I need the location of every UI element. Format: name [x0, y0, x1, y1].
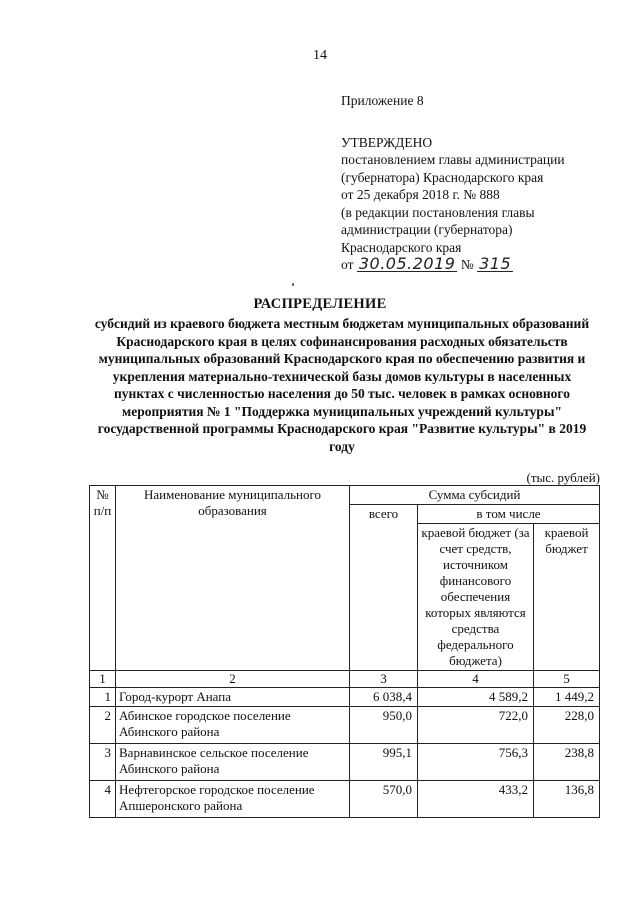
appendix-label: Приложение 8 [341, 93, 424, 108]
approval-line: от 25 декабря 2018 г. № 888 [341, 187, 500, 202]
row-number: 3 [90, 744, 116, 781]
header-regional: краевой бюджет [534, 524, 600, 671]
row-regional: 136,8 [534, 781, 600, 818]
row-regional: 228,0 [534, 707, 600, 744]
row-number: 4 [90, 781, 116, 818]
row-total: 6 038,4 [350, 688, 418, 707]
handwritten-number: 315 [479, 254, 512, 273]
handwritten-date: 30.05.2019 [358, 254, 456, 273]
table-row [90, 688, 600, 707]
from-label: от [341, 257, 354, 272]
subsidy-table [89, 485, 600, 818]
row-number: 2 [90, 707, 116, 744]
row-total: 995,1 [350, 744, 418, 781]
row-total: 570,0 [350, 781, 418, 818]
approval-line: постановлением главы администрации [341, 152, 565, 167]
header-name: Наименование муниципального образования [116, 486, 350, 671]
approval-line: Краснодарского края [341, 239, 462, 255]
column-number: 1 [90, 671, 116, 688]
row-number: 1 [90, 688, 116, 707]
header-total: всего [350, 505, 418, 671]
page-number: 14 [313, 48, 327, 63]
row-federal: 722,0 [418, 707, 534, 744]
row-regional: 1 449,2 [534, 688, 600, 707]
row-total: 950,0 [350, 707, 418, 744]
header-including: в том числе [418, 505, 600, 524]
approval-block [341, 92, 621, 274]
number-label: № [460, 257, 474, 272]
document-title: РАСПРЕДЕЛЕНИЕ [253, 296, 387, 312]
row-federal: 756,3 [418, 744, 534, 781]
ink-mark [292, 283, 294, 286]
table-row [90, 781, 600, 818]
row-name: Нефтегорское городское поселение Апшеронского района [116, 781, 350, 818]
column-number: 3 [350, 671, 418, 688]
row-name: Город-курорт Анапа [116, 688, 350, 707]
row-name: Варнавинское сельское поселение Абинского района [116, 744, 350, 781]
header-sum: Сумма субсидий [350, 486, 600, 505]
column-number: 5 [534, 671, 600, 688]
edition-date-line [341, 256, 621, 274]
header-regional-federal: краевой бюджет (за счет средств, источником финансового обеспечения которых являются средства федерального бюджета) [418, 524, 534, 671]
column-number: 4 [418, 671, 534, 688]
table-row [90, 744, 600, 781]
column-numbers-row [90, 671, 600, 688]
approved-label: УТВЕРЖДЕНО [341, 134, 433, 150]
row-federal: 433,2 [418, 781, 534, 818]
row-federal: 4 589,2 [418, 688, 534, 707]
header-num: № п/п [90, 486, 116, 671]
approval-line: (в редакции постановления главы [341, 204, 535, 220]
approval-line: (губернатора) Краснодарского края [341, 169, 544, 185]
units-label: (тыс. рублей) [526, 470, 600, 485]
column-number: 2 [116, 671, 350, 688]
document-subtitle: субсидий из краевого бюджета местным бюджетам муниципальных образований Краснодарского края в целях софинансирования расходных обязательств муниципальных образований Краснодарского края по обеспечению развития и укрепления материально-технической базы домов культуры в населенных пунктах с численностью населения до 50 тыс. человек в рамках основного мероприятия № 1 "Поддержка муниципальных учреждений культуры" государственной программы Краснодарского края "Развитие культуры" в 2019 году [94, 316, 590, 454]
table-row [90, 707, 600, 744]
row-name: Абинское городское поселение Абинского района [116, 707, 350, 744]
row-regional: 238,8 [534, 744, 600, 781]
approval-line: администрации (губернатора) [341, 222, 513, 237]
